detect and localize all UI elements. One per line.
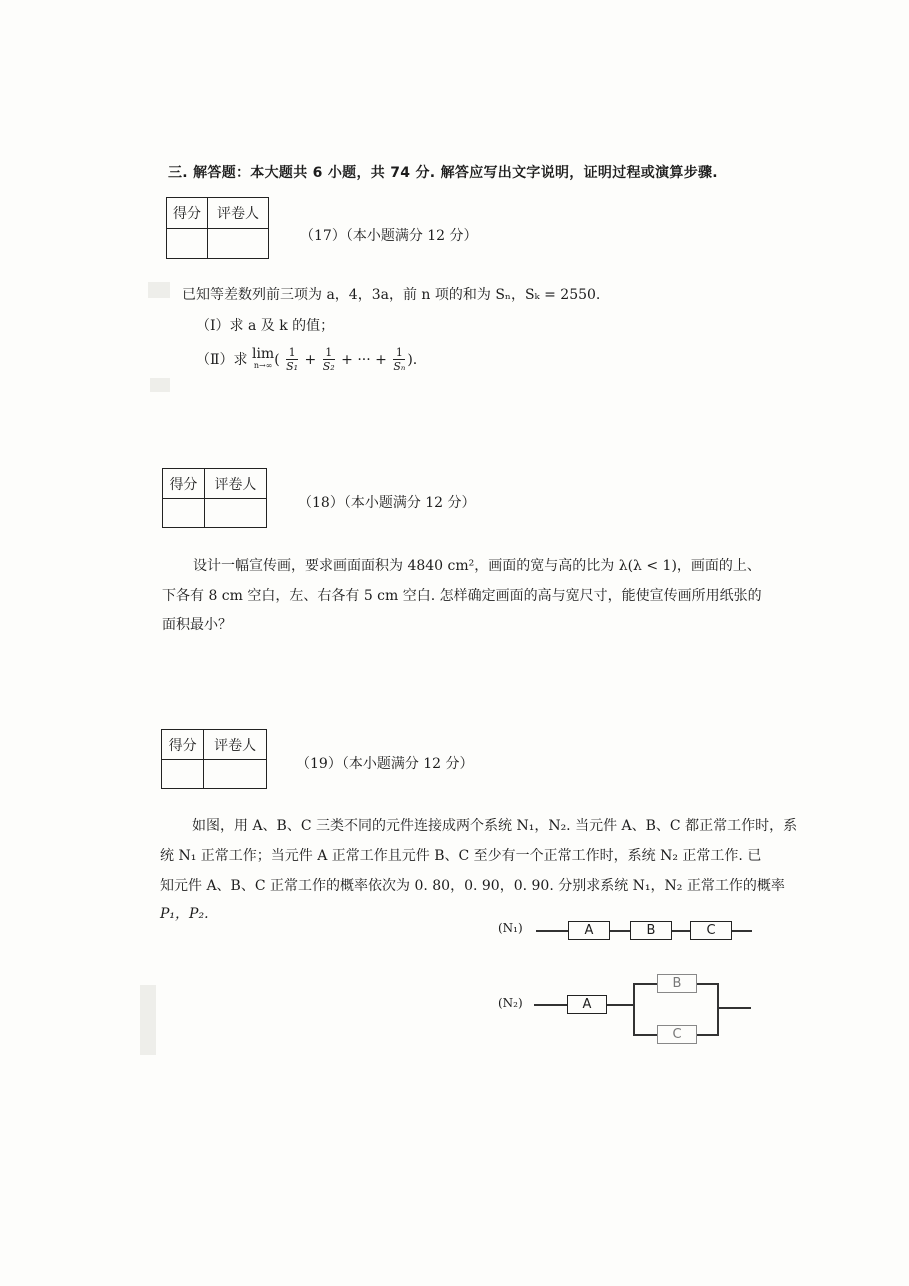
q17-stem: 已知等差数列前三项为 a，4，3a，前 n 项的和为 Sₙ，Sₖ = 2550. — [182, 287, 601, 303]
denominator: Sₙ — [393, 360, 406, 373]
score-table-19 — [161, 729, 267, 789]
q19-line4: P₁，P₂. — [160, 906, 209, 922]
n1-component-a: A — [568, 921, 610, 940]
fraction-1-over-s1 — [286, 347, 298, 373]
score-cell[interactable] — [163, 499, 205, 528]
q17-part1: （Ⅰ）求 a 及 k 的值； — [196, 318, 335, 334]
q19-line1: 如图，用 A、B、C 三类不同的元件连接成两个系统 N₁，N₂. 当元件 A、B、C 都正常工作时，系 — [192, 818, 798, 834]
score-cell[interactable] — [162, 760, 204, 789]
n1-label: (N₁) — [498, 921, 523, 935]
grader-cell[interactable] — [204, 499, 266, 528]
numerator: 1 — [323, 347, 335, 360]
q17-header: （17）（本小题满分 12 分） — [300, 228, 478, 244]
n1-component-b: B — [630, 921, 672, 940]
ellipsis: ··· — [357, 352, 371, 368]
n2-left-branch — [633, 983, 635, 1035]
lim-text: lim — [251, 346, 275, 362]
q18-line2: 下各有 8 cm 空白，左、右各有 5 cm 空白. 怎样确定画面的高与宽尺寸，能使宣传画所用纸张的 — [162, 588, 762, 604]
denominator: S₂ — [322, 360, 335, 373]
n2-output-wire — [717, 1007, 751, 1009]
numerator: 1 — [286, 347, 298, 360]
numerator: 1 — [393, 347, 405, 360]
q18-line1: 设计一幅宣传画，要求画面面积为 4840 cm²，画面的宽与高的比为 λ(λ < 1)，画面的上、 — [193, 558, 761, 574]
limit-operator — [251, 346, 275, 371]
grader-cell[interactable] — [208, 229, 269, 259]
n2-component-b: B — [657, 974, 697, 993]
score-label: 得分 — [163, 469, 205, 499]
score-cell[interactable] — [167, 229, 208, 259]
scan-smudge — [148, 282, 170, 298]
q19-line2: 统 N₁ 正常工作；当元件 A 正常工作且元件 B、C 至少有一个正常工作时，系统 N₂ 正常工作. 已 — [160, 848, 762, 864]
section-title: 三. 解答题：本大题共 6 小题，共 74 分. 解答应写出文字说明，证明过程或演算步骤. — [168, 165, 718, 181]
grader-label: 评卷人 — [204, 730, 267, 760]
scan-smudge — [140, 985, 156, 1055]
n1-component-c: C — [690, 921, 732, 940]
q18-line3: 面积最小？ — [162, 617, 232, 633]
close-paren: ). — [407, 352, 418, 368]
q19-header: （19）（本小题满分 12 分） — [296, 756, 474, 772]
q18-header: （18）（本小题满分 12 分） — [298, 495, 476, 511]
score-table-17 — [166, 197, 269, 259]
lim-subscript: n→∞ — [253, 361, 273, 370]
n2-right-branch — [717, 983, 719, 1035]
open-paren: ( — [274, 352, 280, 368]
n2-label: (N₂) — [498, 996, 523, 1010]
plus-sign: + — [341, 352, 353, 368]
score-table-18 — [162, 468, 267, 528]
n2-component-c: C — [657, 1025, 697, 1044]
n2-component-a: A — [567, 995, 607, 1014]
grader-cell[interactable] — [204, 760, 267, 789]
denominator: S₁ — [286, 360, 299, 373]
plus-sign: + — [375, 352, 387, 368]
q17-part2 — [196, 347, 417, 373]
scan-smudge — [150, 378, 170, 392]
score-label: 得分 — [162, 730, 204, 760]
fraction-1-over-s2 — [323, 347, 335, 373]
plus-sign: + — [304, 352, 317, 368]
q19-line3: 知元件 A、B、C 正常工作的概率依次为 0. 80，0. 90，0. 90. 分别求系统 N₁，N₂ 正常工作的概率 — [160, 878, 785, 894]
q17-part2-prefix: （Ⅱ）求 — [196, 352, 248, 368]
fraction-1-over-sn — [393, 347, 405, 373]
grader-label: 评卷人 — [208, 198, 269, 229]
grader-label: 评卷人 — [204, 469, 266, 499]
score-label: 得分 — [167, 198, 208, 229]
